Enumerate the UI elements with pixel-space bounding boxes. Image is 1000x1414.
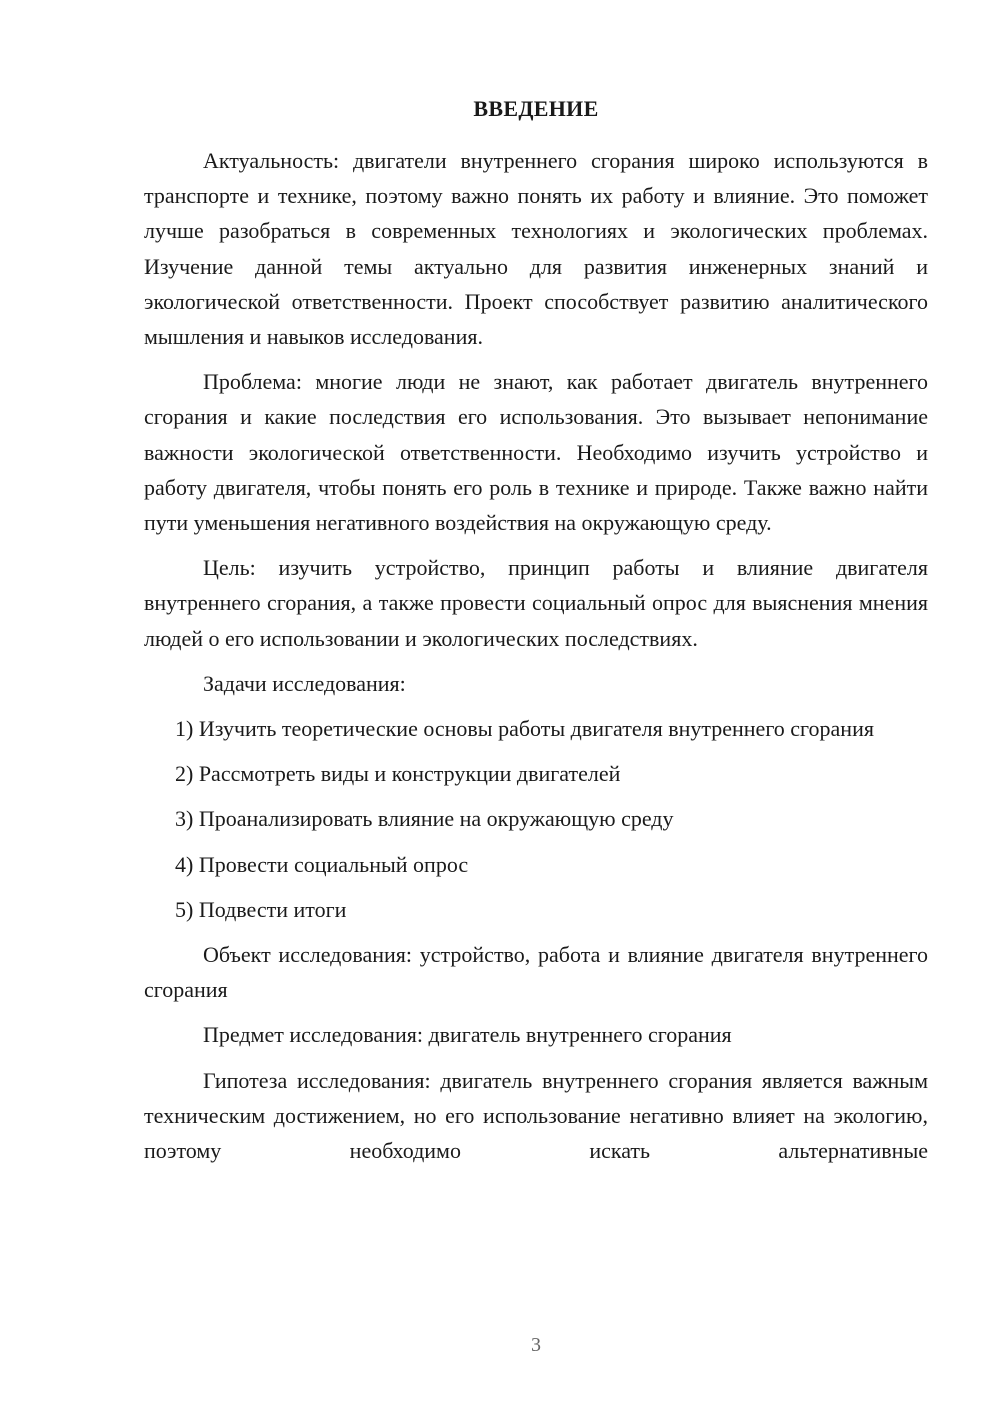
paragraph-goal: Цель: изучить устройство, принцип работы и влияние двигателя внутреннего сгорания, а также провести социальный опрос для выяснения мнения людей о его использовании и экологических последствиях. bbox=[144, 555, 928, 651]
page-number: 3 bbox=[531, 1334, 541, 1356]
task-item-4: 4) Провести социальный опрос bbox=[175, 851, 469, 877]
document-body bbox=[144, 143, 928, 1178]
page-title: ВВЕДЕНИЕ bbox=[473, 96, 599, 121]
task-item-2: 2) Рассмотреть виды и конструкции двигателей bbox=[175, 761, 621, 787]
paragraph-relevance: Актуальность: двигатели внутреннего сгорания широко используются в транспорте и технике, поэтому важно понять их работу и влияние. Это поможет лучше разобраться в современных технологиях и экологических проблемах. Изучение данной темы актуально для развития инженерных знаний и экологической ответственности. Проект способствует развитию аналитического мышления и навыков исследования. bbox=[144, 148, 928, 350]
paragraph-object: Объект исследования: устройство, работа и влияние двигателя внутреннего сгорания bbox=[144, 942, 928, 1003]
task-item-1: 1) Изучить теоретические основы работы двигателя внутреннего сгорания bbox=[175, 716, 874, 742]
task-item-3: 3) Проанализировать влияние на окружающую среду bbox=[175, 806, 674, 832]
paragraph-problem: Проблема: многие люди не знают, как работает двигатель внутреннего сгорания и какие последствия его использования. Это вызывает непонимание важности экологической ответственности. Необходимо изучить устройство и работу двигателя, чтобы понять его роль в технике и природе. Также важно найти пути уменьшения негативного воздействия на окружающую среду. bbox=[144, 369, 928, 536]
paragraph-subject: Предмет исследования: двигатель внутреннего сгорания bbox=[203, 1022, 732, 1048]
paragraph-hypothesis: Гипотеза исследования: двигатель внутреннего сгорания является важным техническим достижением, но его использование негативно влияет на экологию, поэтому необходимо искать альтернативные bbox=[144, 1067, 928, 1164]
task-item-5: 5) Подвести итоги bbox=[175, 896, 347, 922]
paragraph-tasks-heading: Задачи исследования: bbox=[203, 670, 406, 696]
